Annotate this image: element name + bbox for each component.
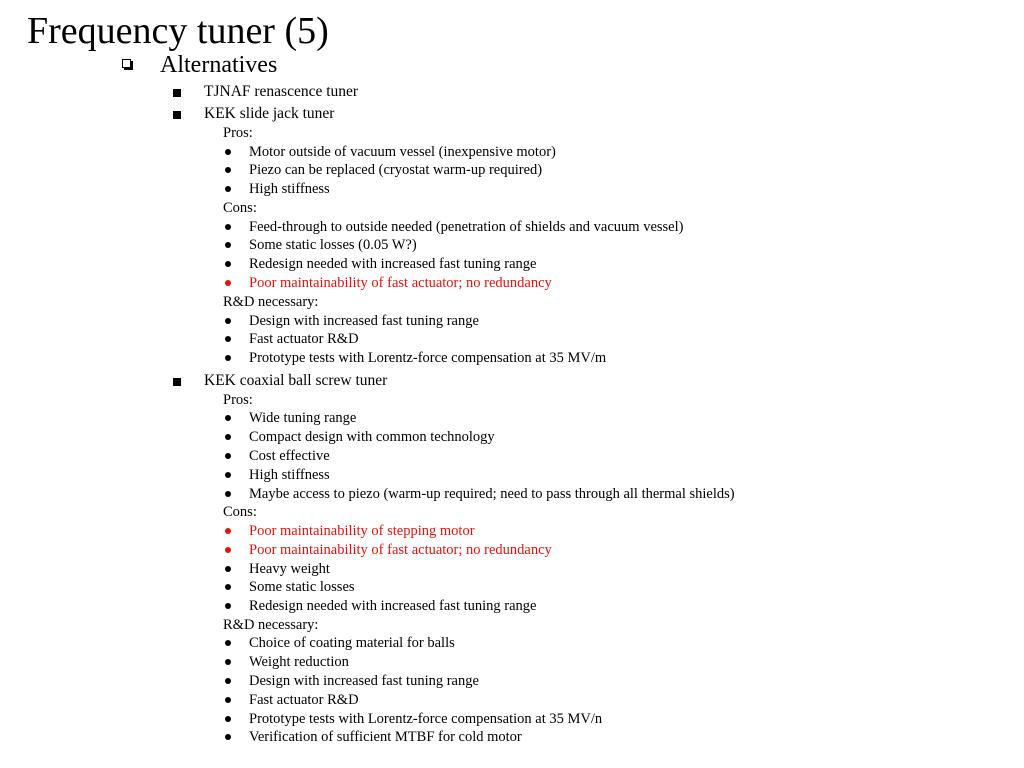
tuner-label: KEK slide jack tuner — [204, 105, 335, 122]
filled-square-bullet-icon — [173, 378, 181, 386]
list-item-highlighted: Poor maintainability of fast actuator; no redundancy — [249, 541, 552, 559]
dot-bullet-icon — [225, 491, 231, 497]
list-item: High stiffness — [249, 180, 330, 198]
list-item: Fast actuator R&D — [249, 330, 359, 348]
list-item: Design with increased fast tuning range — [249, 672, 479, 690]
dot-bullet-icon — [225, 640, 231, 646]
dot-bullet-icon — [225, 678, 231, 684]
list-item: Wide tuning range — [249, 409, 356, 427]
list-item: Heavy weight — [249, 560, 330, 578]
list-item: Compact design with common technology — [249, 428, 495, 446]
list-item: Choice of coating material for balls — [249, 634, 455, 652]
dot-bullet-icon — [225, 528, 231, 534]
dot-bullet-icon — [225, 734, 231, 740]
dot-bullet-icon — [225, 716, 231, 722]
dot-bullet-icon — [225, 355, 231, 361]
list-item: Prototype tests with Lorentz-force compensation at 35 MV/m — [249, 349, 606, 367]
section-alternatives — [160, 50, 277, 80]
list-item: Some static losses — [249, 578, 355, 596]
group-heading-rnd: R&D necessary: — [223, 617, 319, 633]
dot-bullet-icon — [225, 242, 231, 248]
group-heading-cons: Cons: — [223, 504, 257, 520]
dot-bullet-icon — [225, 224, 231, 230]
dot-bullet-icon — [225, 659, 231, 665]
list-item: High stiffness — [249, 466, 330, 484]
tuner-label: TJNAF renascence tuner — [204, 83, 359, 100]
filled-square-bullet-icon — [173, 89, 181, 97]
dot-bullet-icon — [225, 415, 231, 421]
list-item: Maybe access to piezo (warm-up required; need to pass through all thermal shields) — [249, 485, 735, 503]
list-item: Cost effective — [249, 447, 330, 465]
list-item: Some static losses (0.05 W?) — [249, 236, 417, 254]
tuner-item-tjnaf — [204, 82, 358, 102]
list-item: Design with increased fast tuning range — [249, 312, 479, 330]
dot-bullet-icon — [225, 547, 231, 553]
list-item: Piezo can be replaced (cryostat warm-up required) — [249, 161, 542, 179]
dot-bullet-icon — [225, 584, 231, 590]
dot-bullet-icon — [225, 336, 231, 342]
group-heading-rnd: R&D necessary: — [223, 294, 319, 310]
list-item: Prototype tests with Lorentz-force compensation at 35 MV/n — [249, 710, 602, 728]
list-item: Redesign needed with increased fast tuning range — [249, 255, 537, 273]
dot-bullet-icon — [225, 434, 231, 440]
dot-bullet-icon — [225, 453, 231, 459]
dot-bullet-icon — [225, 472, 231, 478]
dot-bullet-icon — [225, 318, 231, 324]
slide-title: Frequency tuner (5) — [27, 10, 329, 52]
dot-bullet-icon — [225, 280, 231, 286]
dot-bullet-icon — [225, 697, 231, 703]
dot-bullet-icon — [225, 186, 231, 192]
list-item: Feed-through to outside needed (penetration of shields and vacuum vessel) — [249, 218, 683, 236]
list-item: Verification of sufficient MTBF for cold motor — [249, 728, 522, 746]
filled-square-bullet-icon — [173, 111, 181, 119]
square-bullet-icon — [122, 59, 131, 68]
tuner-item-kek-slide-jack — [204, 104, 334, 124]
list-item: Weight reduction — [249, 653, 349, 671]
list-item: Motor outside of vacuum vessel (inexpensive motor) — [249, 143, 556, 161]
group-heading-cons: Cons: — [223, 200, 257, 216]
dot-bullet-icon — [225, 261, 231, 267]
tuner-item-kek-coaxial-ball-screw — [204, 371, 387, 391]
list-item: Redesign needed with increased fast tuning range — [249, 597, 537, 615]
dot-bullet-icon — [225, 566, 231, 572]
tuner-label: KEK coaxial ball screw tuner — [204, 372, 388, 389]
dot-bullet-icon — [225, 149, 231, 155]
list-item-highlighted: Poor maintainability of fast actuator; no redundancy — [249, 274, 552, 292]
list-item: Fast actuator R&D — [249, 691, 359, 709]
dot-bullet-icon — [225, 167, 231, 173]
dot-bullet-icon — [225, 603, 231, 609]
group-heading-pros: Pros: — [223, 125, 253, 141]
section-label: Alternatives — [160, 52, 278, 78]
group-heading-pros: Pros: — [223, 392, 253, 408]
list-item-highlighted: Poor maintainability of stepping motor — [249, 522, 475, 540]
